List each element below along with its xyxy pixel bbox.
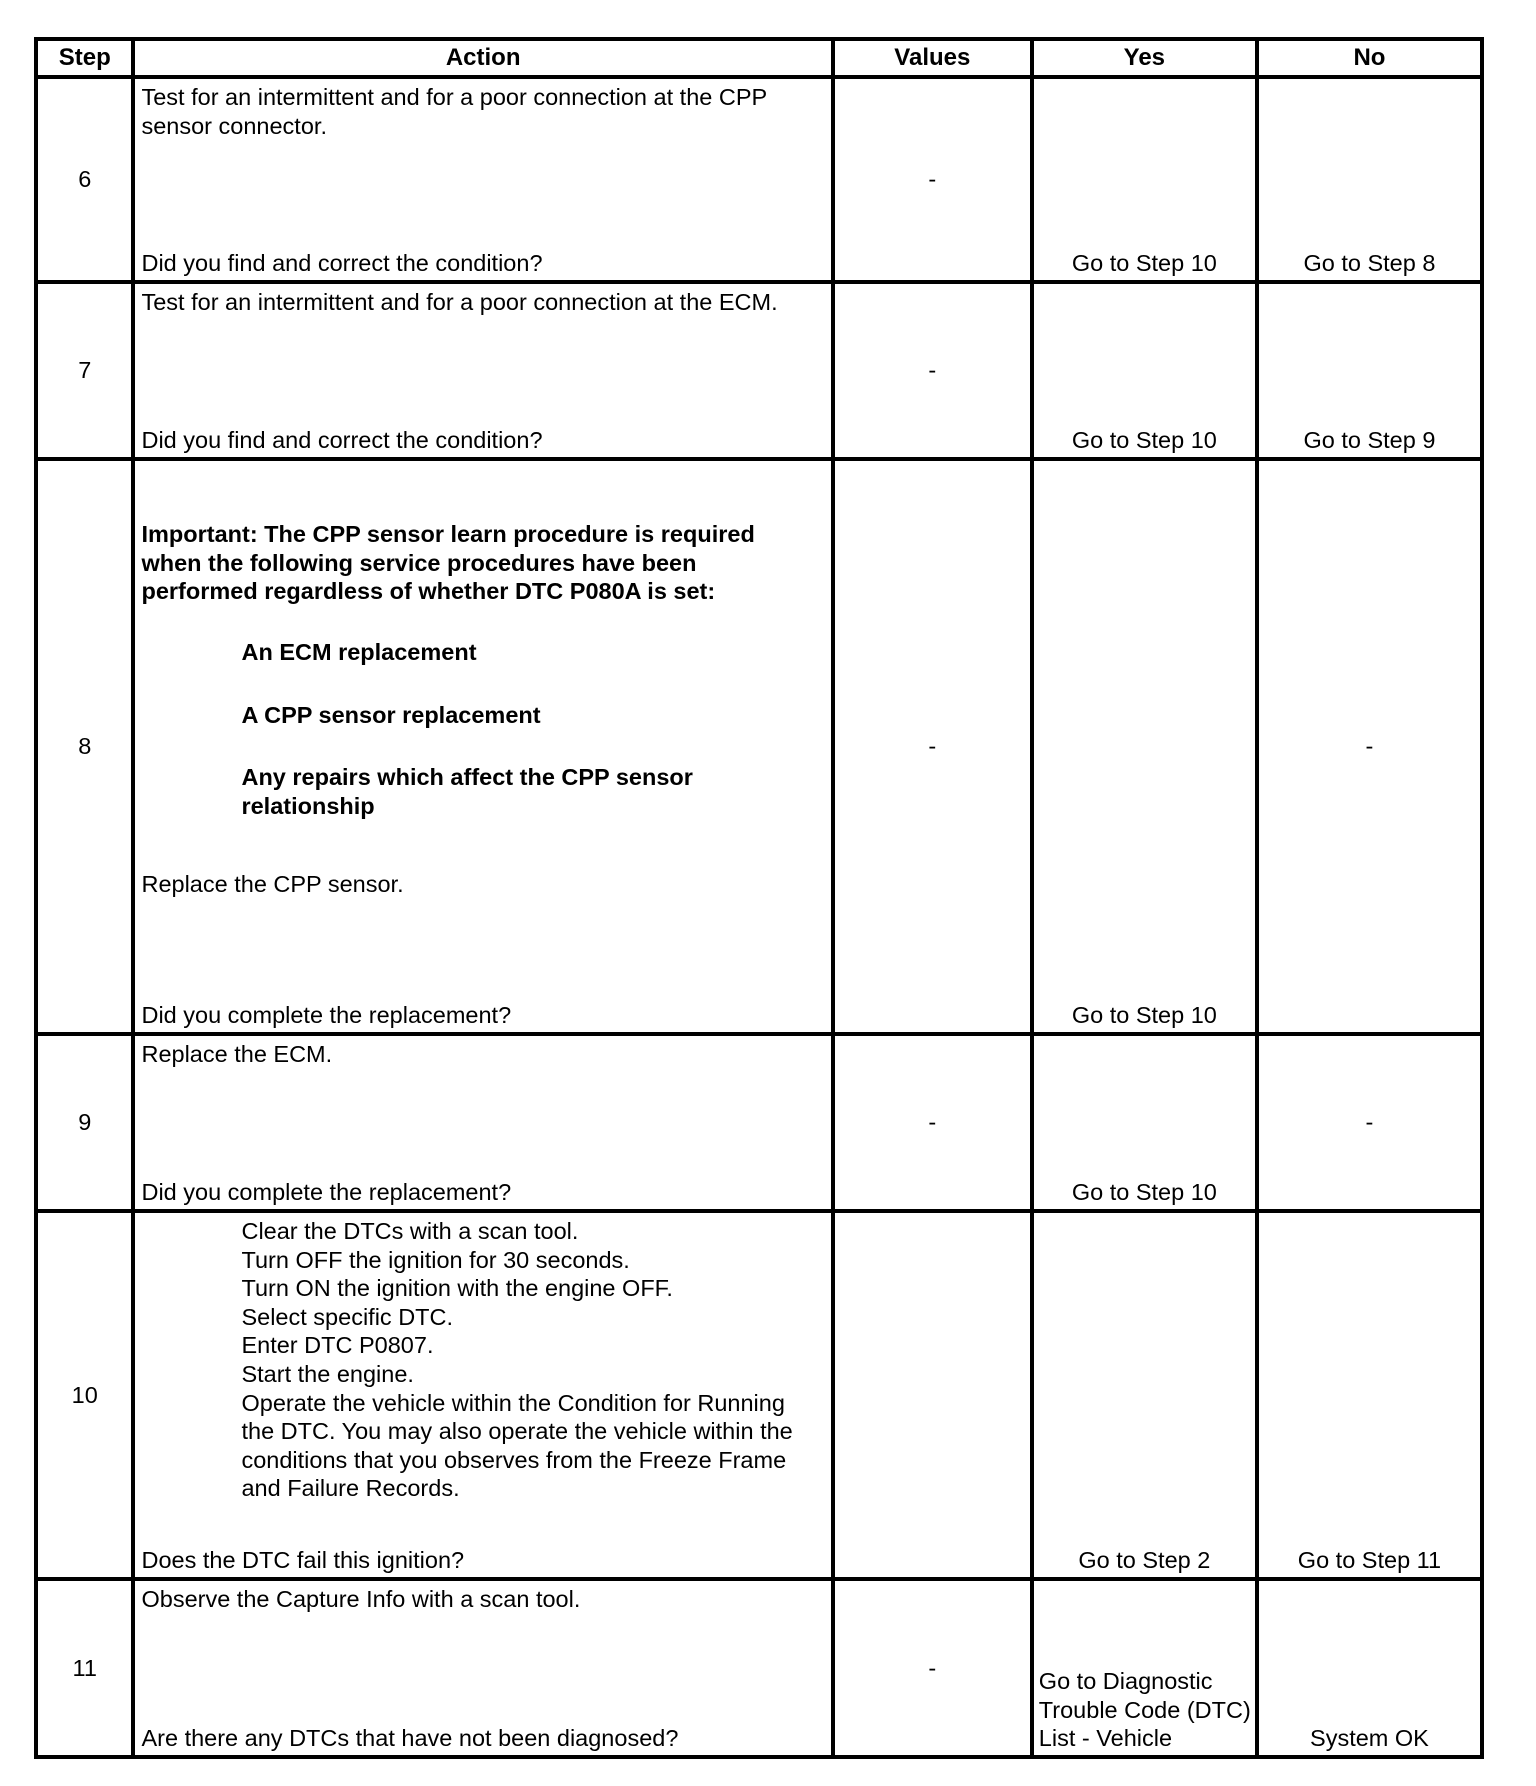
header-values: Values	[833, 39, 1032, 77]
action-question: Did you find and correct the condition?	[141, 427, 543, 454]
action-question: Did you complete the replacement?	[141, 1179, 512, 1206]
action-question: Does the DTC fail this ignition?	[141, 1547, 465, 1574]
yes-link[interactable]: Go to Step 10	[1071, 1002, 1217, 1029]
values-cell: -	[928, 733, 937, 759]
values-cell: -	[928, 357, 937, 383]
action-instruction: Replace the CPP sensor.	[141, 871, 404, 897]
procedure-step: Select specific DTC.	[241, 1303, 454, 1330]
procedure-step: Start the engine.	[241, 1360, 414, 1387]
row-step-9	[36, 1034, 1482, 1211]
action-instruction: Replace the ECM.	[141, 1041, 333, 1067]
diagnostic-table	[34, 37, 1484, 1759]
values-cell: -	[928, 166, 937, 192]
header-row	[36, 39, 1482, 77]
no-result: System OK	[1310, 1725, 1429, 1752]
step-number: 6	[78, 166, 92, 192]
action-instruction: Observe the Capture Info with a scan tool.	[141, 1586, 581, 1612]
yes-link[interactable]: Go to Step 10	[1071, 250, 1217, 277]
row-step-10	[36, 1211, 1482, 1579]
step-number: 10	[71, 1381, 98, 1408]
procedure-step: Turn OFF the ignition for 30 seconds.	[241, 1246, 630, 1273]
action-question: Are there any DTCs that have not been diagnosed?	[141, 1725, 679, 1752]
action-question: Did you find and correct the condition?	[141, 250, 543, 277]
step-number: 9	[78, 1109, 92, 1135]
yes-link[interactable]: Go to Step 10	[1071, 427, 1217, 454]
values-cell	[835, 1213, 1030, 1577]
action-question: Did you complete the replacement?	[141, 1002, 512, 1029]
action-instruction: Test for an intermittent and for a poor connection at the CPP sensor connector.	[141, 84, 767, 139]
bullet-item: A CPP sensor replacement	[241, 702, 541, 728]
row-step-6	[36, 77, 1482, 282]
step-number: 7	[78, 357, 92, 383]
header-no: No	[1257, 39, 1482, 77]
important-note: Important: The CPP sensor learn procedure is required when the following service procedures have been performed regardless of whether DTC P080A is set:	[141, 521, 755, 605]
header-yes: Yes	[1032, 39, 1257, 77]
bullet-item: An ECM replacement	[241, 639, 477, 665]
row-step-11	[36, 1579, 1482, 1757]
bullet-item: Any repairs which affect the CPP sensor relationship	[241, 764, 693, 819]
header-step: Step	[36, 39, 133, 77]
step-number: 8	[78, 733, 92, 759]
row-step-8	[36, 459, 1482, 1034]
yes-link[interactable]: Go to Step 10	[1071, 1179, 1217, 1206]
procedure-list	[241, 1217, 820, 1503]
step-number: 11	[72, 1654, 97, 1681]
values-cell: -	[928, 1654, 937, 1681]
no-link[interactable]: Go to Step 11	[1297, 1547, 1442, 1574]
yes-link[interactable]: Go to Diagnostic Trouble Code (DTC) List - Vehicle	[1038, 1668, 1251, 1752]
procedure-step: Operate the vehicle within the Condition for Running the DTC. You may also operate the vehicle within the conditions that you observes from the Freeze Frame and Failure Records.	[241, 1389, 793, 1502]
values-cell: -	[928, 1109, 937, 1135]
no-link[interactable]: Go to Step 9	[1303, 427, 1436, 454]
no-link[interactable]: Go to Step 8	[1303, 250, 1436, 277]
procedure-step: Turn ON the ignition with the engine OFF.	[241, 1275, 673, 1302]
yes-link[interactable]: Go to Step 2	[1078, 1547, 1211, 1574]
no-cell: -	[1365, 733, 1374, 759]
no-cell: -	[1365, 1109, 1374, 1135]
header-action: Action	[133, 39, 832, 77]
row-step-7	[36, 282, 1482, 459]
procedure-step: Enter DTC P0807.	[241, 1332, 434, 1359]
action-instruction: Test for an intermittent and for a poor connection at the ECM.	[141, 289, 778, 315]
procedure-step: Clear the DTCs with a scan tool.	[241, 1218, 579, 1244]
